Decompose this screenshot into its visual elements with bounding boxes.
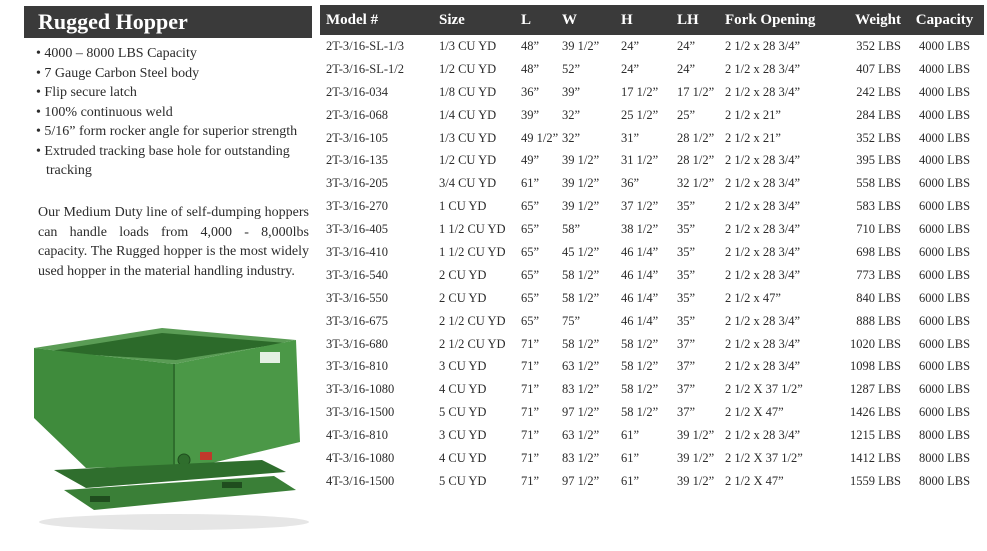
cell-h: 24”: [621, 61, 640, 76]
cell-w: 58”: [562, 222, 581, 237]
cell-l: 65”: [521, 199, 540, 214]
cell-model: 2T-3/16-034: [326, 84, 389, 99]
cell-w: 39 1/2”: [562, 176, 600, 191]
cell-l: 71”: [521, 473, 540, 488]
cell-model: 3T-3/16-270: [326, 199, 389, 214]
cell-model: 2T-3/16-105: [326, 130, 389, 145]
table-row: [320, 264, 984, 287]
table-row: [320, 378, 984, 401]
table-row: [320, 195, 984, 218]
cell-h: 31 1/2”: [621, 153, 659, 168]
header-w: W: [556, 5, 615, 35]
cell-w: 58 1/2”: [562, 290, 600, 305]
cell-fork-opening: 2 1/2 X 37 1/2”: [725, 450, 803, 465]
cell-weight: 1020 LBS: [849, 336, 901, 351]
cell-capacity: 4000 LBS: [918, 61, 971, 76]
cell-capacity: 8000 LBS: [918, 450, 971, 465]
cell-h: 46 1/4”: [621, 244, 659, 259]
cell-fork-opening: 2 1/2 x 47”: [725, 290, 781, 305]
cell-model: 4T-3/16-810: [326, 428, 389, 443]
cell-fork-opening: 2 1/2 x 28 3/4”: [725, 244, 800, 259]
header-lh: LH: [671, 5, 719, 35]
cell-h: 58 1/2”: [621, 382, 659, 397]
cell-weight: 407 LBS: [856, 61, 901, 76]
cell-lh: 28 1/2”: [677, 130, 715, 145]
cell-model: 4T-3/16-1500: [326, 473, 395, 488]
header-fork-opening: Fork Opening: [719, 5, 829, 35]
cell-l: 65”: [521, 290, 540, 305]
cell-l: 71”: [521, 450, 540, 465]
cell-fork-opening: 2 1/2 x 28 3/4”: [725, 336, 800, 351]
cell-lh: 28 1/2”: [677, 153, 715, 168]
cell-lh: 37”: [677, 405, 696, 420]
cell-h: 46 1/4”: [621, 267, 659, 282]
cell-model: 3T-3/16-540: [326, 267, 389, 282]
cell-size: 1/3 CU YD: [439, 38, 497, 53]
cell-lh: 39 1/2”: [677, 473, 715, 488]
cell-lh: 24”: [677, 61, 696, 76]
feature-item: • 100% continuous weld: [36, 103, 316, 123]
cell-size: 1 1/2 CU YD: [439, 222, 506, 237]
table-header-row: [320, 5, 984, 35]
cell-fork-opening: 2 1/2 x 21”: [725, 130, 781, 145]
cell-w: 97 1/2”: [562, 405, 600, 420]
cell-capacity: 4000 LBS: [918, 107, 971, 122]
cell-w: 63 1/2”: [562, 428, 600, 443]
cell-h: 61”: [621, 428, 640, 443]
spec-table: [320, 5, 984, 493]
cell-weight: 352 LBS: [856, 130, 901, 145]
page-title: Rugged Hopper: [38, 9, 188, 34]
cell-capacity: 6000 LBS: [918, 222, 971, 237]
title-bar: [24, 6, 312, 38]
table-row: [320, 447, 984, 470]
cell-size: 3/4 CU YD: [439, 176, 497, 191]
cell-size: 1 CU YD: [439, 199, 487, 214]
cell-weight: 1559 LBS: [849, 473, 901, 488]
cell-h: 61”: [621, 450, 640, 465]
table-row: [320, 424, 984, 447]
cell-w: 39 1/2”: [562, 38, 600, 53]
cell-model: 2T-3/16-068: [326, 107, 389, 122]
cell-l: 65”: [521, 222, 540, 237]
table-row: [320, 81, 984, 104]
cell-lh: 35”: [677, 313, 696, 328]
cell-model: 3T-3/16-405: [326, 222, 389, 237]
table-row: [320, 355, 984, 378]
cell-size: 1/2 CU YD: [439, 153, 497, 168]
cell-fork-opening: 2 1/2 x 28 3/4”: [725, 38, 800, 53]
cell-size: 1/4 CU YD: [439, 107, 497, 122]
header-size: Size: [433, 5, 515, 35]
cell-l: 49”: [521, 153, 540, 168]
cell-weight: 1287 LBS: [849, 382, 901, 397]
table-row: [320, 218, 984, 241]
cell-weight: 840 LBS: [856, 290, 901, 305]
cell-weight: 1098 LBS: [849, 359, 901, 374]
cell-l: 49 1/2”: [521, 130, 559, 145]
cell-h: 46 1/4”: [621, 290, 659, 305]
cell-size: 2 1/2 CU YD: [439, 313, 506, 328]
cell-l: 39”: [521, 107, 540, 122]
cell-capacity: 6000 LBS: [918, 405, 971, 420]
cell-weight: 773 LBS: [856, 267, 901, 282]
cell-h: 61”: [621, 473, 640, 488]
cell-l: 65”: [521, 244, 540, 259]
cell-lh: 35”: [677, 267, 696, 282]
cell-size: 2 1/2 CU YD: [439, 336, 506, 351]
cell-lh: 37”: [677, 359, 696, 374]
feature-item: • 5/16” form rocker angle for superior strength: [36, 122, 316, 142]
product-description: Our Medium Duty line of self-dumping hoppers can handle loads from 4,000 - 8,000lbs capacity. The Rugged hopper is the most widely used hopper in the material handling industry.: [38, 205, 309, 279]
cell-h: 58 1/2”: [621, 336, 659, 351]
cell-h: 37 1/2”: [621, 199, 659, 214]
cell-lh: 17 1/2”: [677, 84, 715, 99]
cell-l: 65”: [521, 313, 540, 328]
table-row: [320, 310, 984, 333]
cell-capacity: 8000 LBS: [918, 428, 971, 443]
cell-weight: 1412 LBS: [849, 450, 901, 465]
cell-capacity: 6000 LBS: [918, 290, 971, 305]
cell-w: 97 1/2”: [562, 473, 600, 488]
table-row: [320, 470, 984, 493]
cell-h: 46 1/4”: [621, 313, 659, 328]
cell-lh: 39 1/2”: [677, 450, 715, 465]
cell-fork-opening: 2 1/2 x 28 3/4”: [725, 222, 800, 237]
cell-w: 75”: [562, 313, 581, 328]
cell-lh: 35”: [677, 290, 696, 305]
cell-capacity: 4000 LBS: [918, 153, 971, 168]
cell-size: 1 1/2 CU YD: [439, 244, 506, 259]
header-weight: Weight: [829, 5, 905, 35]
cell-model: 3T-3/16-205: [326, 176, 389, 191]
table-row: [320, 333, 984, 356]
cell-fork-opening: 2 1/2 x 28 3/4”: [725, 313, 800, 328]
cell-capacity: 6000 LBS: [918, 313, 971, 328]
cell-l: 71”: [521, 359, 540, 374]
cell-l: 48”: [521, 38, 540, 53]
cell-size: 5 CU YD: [439, 405, 487, 420]
cell-size: 1/3 CU YD: [439, 130, 497, 145]
cell-capacity: 4000 LBS: [918, 130, 971, 145]
cell-capacity: 8000 LBS: [918, 473, 971, 488]
cell-model: 2T-3/16-SL-1/2: [326, 61, 405, 76]
cell-model: 2T-3/16-135: [326, 153, 389, 168]
cell-model: 3T-3/16-1080: [326, 382, 395, 397]
cell-size: 4 CU YD: [439, 382, 487, 397]
cell-l: 71”: [521, 336, 540, 351]
cell-h: 31”: [621, 130, 640, 145]
cell-fork-opening: 2 1/2 X 47”: [725, 405, 784, 420]
cell-capacity: 6000 LBS: [918, 244, 971, 259]
table-row: [320, 35, 984, 58]
cell-weight: 284 LBS: [856, 107, 901, 122]
table-row: [320, 149, 984, 172]
cell-l: 65”: [521, 267, 540, 282]
table-row: [320, 241, 984, 264]
cell-w: 32”: [562, 130, 581, 145]
cell-model: 3T-3/16-410: [326, 244, 389, 259]
hopper-product-image: [24, 320, 314, 535]
cell-w: 83 1/2”: [562, 450, 600, 465]
cell-fork-opening: 2 1/2 X 47”: [725, 473, 784, 488]
header-l: L: [515, 5, 556, 35]
cell-model: 4T-3/16-1080: [326, 450, 395, 465]
cell-fork-opening: 2 1/2 x 28 3/4”: [725, 153, 800, 168]
cell-size: 1/2 CU YD: [439, 61, 497, 76]
cell-w: 45 1/2”: [562, 244, 600, 259]
table-row: [320, 401, 984, 424]
cell-w: 83 1/2”: [562, 382, 600, 397]
feature-item: • 4000 – 8000 LBS Capacity: [36, 44, 316, 64]
cell-lh: 37”: [677, 336, 696, 351]
header-model: Model #: [320, 5, 433, 35]
cell-weight: 242 LBS: [856, 84, 901, 99]
cell-capacity: 6000 LBS: [918, 359, 971, 374]
cell-size: 4 CU YD: [439, 450, 487, 465]
cell-w: 58 1/2”: [562, 267, 600, 282]
cell-fork-opening: 2 1/2 x 28 3/4”: [725, 61, 800, 76]
cell-weight: 583 LBS: [856, 199, 901, 214]
cell-lh: 37”: [677, 382, 696, 397]
cell-weight: 1215 LBS: [849, 428, 901, 443]
cell-w: 39 1/2”: [562, 199, 600, 214]
cell-l: 71”: [521, 382, 540, 397]
cell-size: 1/8 CU YD: [439, 84, 497, 99]
cell-capacity: 6000 LBS: [918, 176, 971, 191]
feature-item: • Extruded tracking base hole for outstanding tracking: [36, 142, 316, 181]
cell-capacity: 4000 LBS: [918, 84, 971, 99]
cell-model: 3T-3/16-680: [326, 336, 389, 351]
cell-capacity: 6000 LBS: [918, 267, 971, 282]
cell-lh: 35”: [677, 199, 696, 214]
cell-model: 3T-3/16-1500: [326, 405, 395, 420]
cell-fork-opening: 2 1/2 x 28 3/4”: [725, 267, 800, 282]
table-row: [320, 287, 984, 310]
cell-weight: 352 LBS: [856, 38, 901, 53]
table-body: [320, 35, 984, 493]
cell-fork-opening: 2 1/2 x 28 3/4”: [725, 84, 800, 99]
cell-fork-opening: 2 1/2 x 28 3/4”: [725, 176, 800, 191]
table-row: [320, 104, 984, 127]
cell-weight: 710 LBS: [856, 222, 901, 237]
cell-l: 71”: [521, 405, 540, 420]
cell-h: 25 1/2”: [621, 107, 659, 122]
feature-item: • Flip secure latch: [36, 83, 316, 103]
cell-lh: 24”: [677, 38, 696, 53]
cell-model: 3T-3/16-810: [326, 359, 389, 374]
cell-l: 48”: [521, 61, 540, 76]
cell-size: 3 CU YD: [439, 359, 487, 374]
cell-l: 61”: [521, 176, 540, 191]
cell-w: 63 1/2”: [562, 359, 600, 374]
cell-l: 36”: [521, 84, 540, 99]
cell-h: 17 1/2”: [621, 84, 659, 99]
cell-capacity: 4000 LBS: [918, 38, 971, 53]
cell-weight: 558 LBS: [856, 176, 901, 191]
cell-lh: 35”: [677, 222, 696, 237]
cell-w: 39”: [562, 84, 581, 99]
cell-size: 2 CU YD: [439, 290, 487, 305]
cell-weight: 888 LBS: [856, 313, 901, 328]
cell-size: 2 CU YD: [439, 267, 487, 282]
table-row: [320, 58, 984, 81]
cell-weight: 698 LBS: [856, 244, 901, 259]
cell-h: 58 1/2”: [621, 359, 659, 374]
header-h: H: [615, 5, 671, 35]
table-row: [320, 127, 984, 150]
table-row: [320, 172, 984, 195]
cell-capacity: 6000 LBS: [918, 382, 971, 397]
cell-h: 24”: [621, 38, 640, 53]
cell-fork-opening: 2 1/2 x 28 3/4”: [725, 199, 800, 214]
cell-weight: 395 LBS: [856, 153, 901, 168]
cell-model: 2T-3/16-SL-1/3: [326, 38, 405, 53]
header-capacity: Capacity: [905, 5, 984, 35]
cell-w: 39 1/2”: [562, 153, 600, 168]
cell-capacity: 6000 LBS: [918, 199, 971, 214]
cell-l: 71”: [521, 428, 540, 443]
cell-lh: 25”: [677, 107, 696, 122]
feature-list: [36, 44, 316, 181]
cell-lh: 32 1/2”: [677, 176, 715, 191]
cell-fork-opening: 2 1/2 X 37 1/2”: [725, 382, 803, 397]
cell-w: 58 1/2”: [562, 336, 600, 351]
cell-fork-opening: 2 1/2 x 28 3/4”: [725, 428, 800, 443]
cell-lh: 39 1/2”: [677, 428, 715, 443]
cell-size: 5 CU YD: [439, 473, 487, 488]
cell-w: 32”: [562, 107, 581, 122]
cell-weight: 1426 LBS: [849, 405, 901, 420]
cell-w: 52”: [562, 61, 581, 76]
cell-size: 3 CU YD: [439, 428, 487, 443]
cell-capacity: 6000 LBS: [918, 336, 971, 351]
cell-h: 58 1/2”: [621, 405, 659, 420]
cell-model: 3T-3/16-675: [326, 313, 389, 328]
cell-h: 38 1/2”: [621, 222, 659, 237]
cell-lh: 35”: [677, 244, 696, 259]
cell-fork-opening: 2 1/2 x 21”: [725, 107, 781, 122]
cell-h: 36”: [621, 176, 640, 191]
cell-fork-opening: 2 1/2 x 28 3/4”: [725, 359, 800, 374]
cell-model: 3T-3/16-550: [326, 290, 389, 305]
feature-item: • 7 Gauge Carbon Steel body: [36, 64, 316, 84]
